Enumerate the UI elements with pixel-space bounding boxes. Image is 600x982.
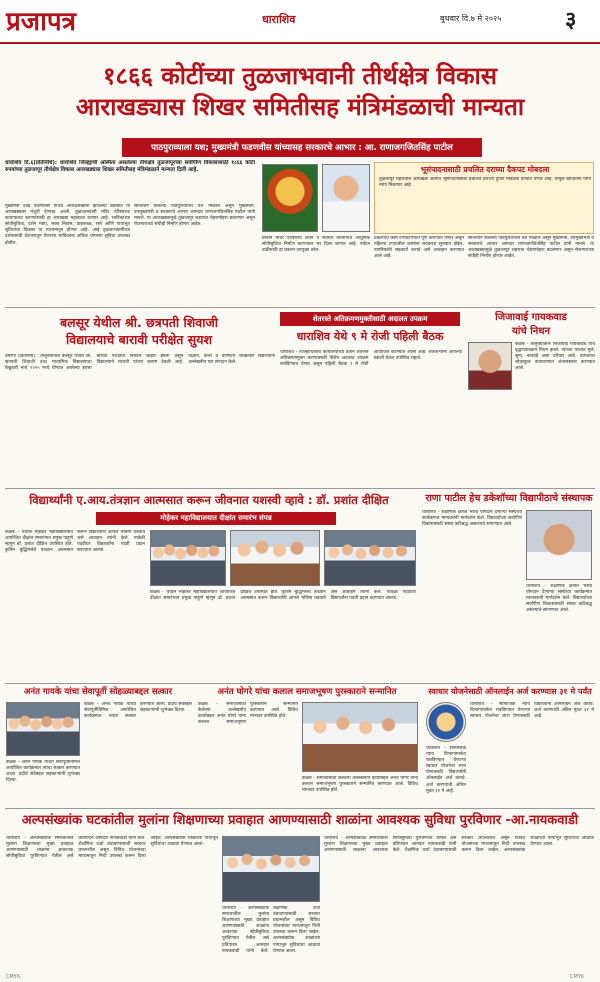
story7-body-text-2: कळंब - अनंत गायके यांच्या सेवापूर्तीनिमित्त आयोजित कार्यक्रमात त्यांचा सत्कार करण्यात आला. प्रदीर्घ सेवेबद्दल सहकाऱ्यांनी शुभेच्छा दिल्या.	[6, 760, 80, 784]
story6-body-text-2: धाराशिव - शैक्षणिक क्षेत्रात भरीव योगदान देणाऱ्या संस्थेच्या कार्यक्रमात मान्यवरांनी मार्गदर्शन केले. विद्यार्थ्यांच्या सर्वांगीण विकासासाठी संस्था कटिबद्ध असल्याचे सांगण्यात आले.	[526, 584, 592, 614]
story6-body	[422, 510, 522, 680]
lead-subhead-text: पाठपुराव्याला यश; मुख्यमंत्री फडणवीस यांच्यासह सरकारचे आभार : आ. राणाजगजितसिंह पाटील	[151, 143, 453, 153]
story9-body-2	[426, 746, 466, 804]
story3-body-text: धाराशिव - जिल्हाधिकारी कार्यालयाच्या वतीने शेतरस्ते अतिक्रमणमुक्त करण्यासाठी विशेष अदालत उपक्रम राबविण्यात येणार असून पहिली बैठक ९ मे रोजी आयोजित करण्यात आली आहे. शेतकऱ्यांनी आपल्या तक्रारी घेऊन उपस्थित राहावे.	[280, 350, 462, 368]
lead-body2-text: सातत्याने केलेल्या पाठपुराव्याला यश मिळाले असून मुख्यमंत्री, उपमुख्यमंत्री व सरकारचे आभार आमदार राणाजगजितसिंह पाटील यांनी मानले. या आराखड्यामुळे तुळजापूर शहराचा चेहरामोहरा बदलणार असून रोजगाराच्या संधीही निर्माण होणार आहेत.	[134, 204, 255, 228]
lead-body-col1	[5, 204, 130, 304]
story5-photo-1	[150, 530, 226, 586]
story4-headline-line1: जिजावाई गायकवाड	[495, 312, 567, 323]
story2-body	[5, 354, 275, 484]
story3-kicker-text: शेतरस्ते अतिक्रमणमुक्तीसाठी अदालत उपक्रम	[312, 314, 428, 323]
masthead-dateline: बुधवार दि.७ मे २०२५	[440, 14, 502, 23]
story5-body-text: कळंब - येथील मोहेकर महाविद्यालयात आयोजित दीक्षांत समारंभात प्रमुख पाहुणे म्हणून डॉ. प्रशांत दीक्षित उपस्थित होते. कृत्रिम बुद्धिमत्तेचे तंत्रज्ञान आत्मसात करून विद्यार्थ्यांनी आपले भविष्य घडवावे असे आवाहन त्यांनी केले. यावेळी पदवीधर विद्यार्थ्यांना पदवी प्रदान करण्यात आल्या.	[5, 530, 145, 554]
story10-body-right	[324, 836, 594, 972]
lead-sidebar-title: भूसंपादनासाठी प्रचलित दराच्या दैकपट मोबदला	[420, 165, 550, 174]
story3-kicker	[280, 312, 460, 326]
story10-body-text-3: धाराशिव - अल्पसंख्यांक समाजातील मुलांना शिक्षणाच्या मुख्य प्रवाहात आणण्यासाठी शाळांना आवश्यक सोयीसुविधा पुरविण्यात येतील असे प्रतिपादन आमदार नायकवाडी यांनी केले. शैक्षणिक दर्जा उंचावण्यासाठी सरकार प्रयत्नशील असून विविध योजनांच्या माध्यमातून निधी उपलब्ध करून दिला जाईल. अल्पसंख्यांक शाळांच्या पायाभूत सुविधांचा आढावा घेण्यात आला.	[324, 836, 594, 854]
lead-side-text-2: सातत्याने केलेल्या पाठपुराव्याला यश मिळाले असून मुख्यमंत्री, उपमुख्यमंत्री व सरकारचे आभार आमदार राणाजगजितसिंह पाटील यांनी मानले. या आराखड्यामुळे तुळजापूर शहराचा चेहरामोहरा बदलणार असून रोजगाराच्या संधीही निर्माण होणार आहेत.	[468, 236, 594, 260]
story8-photo	[302, 702, 418, 772]
story10-body-text-2: धाराशिव - अल्पसंख्यांक समाजातील मुलांना शिक्षणाच्या मुख्य प्रवाहात आणण्यासाठी शाळांना आवश्यक सोयीसुविधा पुरविण्यात येतील असे प्रतिपादन आमदार नायकवाडी यांनी केले. शैक्षणिक दर्जा उंचावण्यासाठी सरकार प्रयत्नशील असून विविध योजनांच्या माध्यमातून निधी उपलब्ध करून दिला जाईल. अल्पसंख्यांक शाळांच्या पायाभूत सुविधांचा आढावा घेण्यात आला.	[222, 906, 320, 954]
lead-subhead	[122, 138, 482, 157]
story9-body-text: धाराशिव - सामाजिक न्याय विभागामार्फत राबविण्यात येणाऱ्या स्वाधार योजनेचा लाभ घेण्यासाठी विद्यार्थ्यांनी ऑनलाईन अर्ज करावे. अर्ज करण्याची अंतिम मुदत ३१ मे आहे.	[470, 702, 594, 720]
story5-body-left	[5, 530, 145, 680]
story10-body-mid	[222, 906, 320, 972]
lead-body-col5	[468, 236, 594, 304]
masthead-logo: प्रजापत्र	[6, 7, 76, 37]
story8-body-2	[302, 776, 418, 804]
lead-body-col4	[374, 236, 464, 304]
divider-1	[5, 307, 595, 308]
story2-body-text: उमरगा (प्रतिनिधि) : तालुक्यातील बलसूर येथील श्री. छत्रपती शिवाजी उच्च माध्यमिक विद्यालयाचा फेब्रुवारी मार्च २०२५ मध्ये घेण्यात आलेल्या इयत्ता बारावी परीक्षेचा निकाल जाहीर झाला असून विद्यालयाने यशाची परंपरा कायम ठेवली आहे. विज्ञान, कला व वाणिज्य शाखेतील विद्यार्थ्यांनी उल्लेखनीय यश संपादन केले.	[5, 354, 275, 372]
story8-headline: अनंत घोगरे यांचा कलाल समाजभूषण पुरस्काराने सन्मानित	[217, 687, 397, 697]
story10-body-left	[6, 836, 218, 972]
story9-body-text-2: धाराशिव - सामाजिक न्याय विभागामार्फत राबविण्यात येणाऱ्या स्वाधार योजनेचा लाभ घेण्यासाठी विद्यार्थ्यांनी ऑनलाईन अर्ज करावे. अर्ज करण्याची अंतिम मुदत ३१ मे आहे.	[426, 746, 466, 794]
story6-body-text: धाराशिव - शैक्षणिक क्षेत्रात भरीव योगदान देणाऱ्या संस्थेच्या कार्यक्रमात मान्यवरांनी मार्गदर्शन केले. विद्यार्थ्यांच्या सर्वांगीण विकासासाठी संस्था कटिबद्ध असल्याचे सांगण्यात आले.	[422, 510, 522, 528]
story7-body-2	[6, 760, 80, 804]
footer-color-mark-right: CMYK	[570, 974, 585, 980]
story4-headline-line2: यांचे निधन	[511, 326, 551, 337]
story8-body-text: कळंब - समाजासाठी केलेल्या उल्लेखनीय कार्याबद्दल अनंत घोगरे यांना कलाल समाजभूषण पुरस्काराने सन्मानित करण्यात आले. विविध मान्यवर उपस्थित होते.	[198, 702, 298, 726]
story2-headline-line2: विद्यालयाचे बारावी परीक्षेत सुयश	[66, 332, 212, 347]
story8-body-text-2: कळंब - समाजासाठी केलेल्या उल्लेखनीय कार्याबद्दल अनंत घोगरे यांना कलाल समाजभूषण पुरस्काराने सन्मानित करण्यात आले. विविध मान्यवर उपस्थित होते.	[302, 776, 418, 794]
story9-logo	[426, 702, 466, 742]
story6-photo	[526, 510, 592, 580]
story5-photo-3	[324, 530, 416, 586]
divider-3	[5, 683, 595, 684]
lead-intro	[5, 160, 255, 200]
story5-subhead	[96, 512, 336, 525]
story5-headline: विद्यार्थ्यांनी ए.आय.तंत्रज्ञान आत्मसात करून जीवनात यशस्वी व्हावे : डॉ. प्रशांत दीक्षित	[29, 493, 389, 507]
lead-headline-line1: १८६६ कोटींच्या तुळजाभवानी तीर्थक्षेत्र विकास	[103, 62, 497, 90]
story4-photo	[468, 342, 512, 390]
story7-photo	[6, 702, 80, 756]
story2-headline-line1: बलसूर येथील श्री. छत्रपती शिवाजी	[60, 315, 218, 330]
lead-photo-leader	[322, 164, 370, 232]
story5-subhead-text: मोहेकर महाविद्यालयात दीक्षांत समारंभ संपन्न	[160, 514, 272, 522]
divider-2	[5, 488, 595, 489]
lead-body-col3	[262, 236, 370, 304]
story8-body	[198, 702, 298, 804]
story4-body	[515, 342, 595, 484]
story10-photo	[222, 836, 320, 902]
footer-color-mark-left: CMYK	[6, 974, 21, 980]
story9-body	[470, 702, 594, 804]
story10-headline: अल्पसंख्यांक घटकांतील मुलांना शिक्षणाच्या प्रवाहात आणण्यासाठी शाळांना आवश्यक सुविधा पुरविणार -आ.नायकवाडी	[21, 813, 579, 828]
lead-body-text: मुख्यमंत्री देवेंद्र फडणवीस यांच्या अध्यक्षतेखाली झालेल्या बैठकीत या आराखड्यास मंजुरी देण्यात आली. तुळजाभवानी मंदिर परिसराचा कायापालट करण्यासाठी हा आराखडा महत्वाचा ठरणार आहे. भाविकांच्या सोयीसुविधा, दर्शन मंडप, भक्त निवास, वाहनतळ, रस्ते आणि पायाभूत सुविधांचा विकास या माध्यमातून होणार आहे. आई तुळजाभवानीच्या दर्शनासाठी देशभरातून येणाऱ्या भाविकांना अधिक चांगल्या सुविधा उपलब्ध होतील.	[5, 204, 130, 246]
story7-body-text: कळंब - अनंत गायके यांच्या सेवापूर्तीनिमित्त आयोजित कार्यक्रमात त्यांचा सत्कार करण्यात आला. प्रदीर्घ सेवेबद्दल सहकाऱ्यांनी शुभेच्छा दिल्या.	[84, 702, 192, 720]
story5-photo-2	[230, 530, 320, 586]
story3-headline: धाराशिव येथे ९ मे रोजी पहिली बैठक	[296, 330, 444, 343]
story4-body-text: कळंब - तालुक्यातील जिजावाई गायकवाड यांचे वृद्धापकाळाने निधन झाले. त्यांच्या पश्चात मुले, सुना, नातवंडे असा परिवार आहे. त्यांच्यावर शोकाकुल वातावरणात अंत्यसंस्कार करण्यात आले.	[515, 342, 595, 372]
story7-headline: अनंत गायके यांचा सेवापूर्ती सोहळ्याबद्दल सत्कार	[23, 687, 173, 697]
story7-body	[84, 702, 192, 804]
divider-4	[5, 808, 595, 809]
lead-body3-text: प्राचीन मंदिर परिसराचे जतन व संवर्धन करतानाच आधुनिक सोयीसुविधा निर्माण करण्यावर भर दिला जाणार आहे. पर्यटन वाढीसाठी हा प्रकल्प उपयुक्त ठरेल.	[262, 236, 370, 254]
story10-body-text: धाराशिव - अल्पसंख्यांक समाजातील मुलांना शिक्षणाच्या मुख्य प्रवाहात आणण्यासाठी शाळांना आवश्यक सोयीसुविधा पुरविण्यात येतील असे प्रतिपादन आमदार नायकवाडी यांनी केले. शैक्षणिक दर्जा उंचावण्यासाठी सरकार प्रयत्नशील असून विविध योजनांच्या माध्यमातून निधी उपलब्ध करून दिला जाईल. अल्पसंख्यांक शाळांच्या पायाभूत सुविधांचा आढावा घेण्यात आला.	[6, 836, 218, 860]
lead-sidebar-text: तुळजापूर शहरातील आराखडा अंतर्गत भूसंपादनासाठी प्रचलित दराच्या दुप्पट मोबदला देण्यात येणार आहे. यामुळे बाधितांना योग्य न्याय मिळणार आहे.	[379, 177, 591, 189]
story5-body-text-2: कळंब - येथील मोहेकर महाविद्यालयात आयोजित दीक्षांत समारंभात प्रमुख पाहुणे म्हणून डॉ. प्रशांत दीक्षित उपस्थित होते. कृत्रिम बुद्धिमत्तेचे तंत्रज्ञान आत्मसात करून विद्यार्थ्यांनी आपले भविष्य घडवावे असे आवाहन त्यांनी केले. यावेळी पदवीधर विद्यार्थ्यांना पदवी प्रदान करण्यात आल्या.	[150, 590, 416, 602]
lead-side-text: प्रकल्पाचे काम टप्प्याटप्प्याने पूर्ण करण्यात येणार असून पहिल्या टप्प्यातील कामांना लवकरच सुरुवात होईल. नागरिकांनी सहकार्य करावे असे आवाहन करण्यात आले आहे.	[374, 236, 464, 260]
story3-body	[280, 350, 462, 484]
lead-headline-line2: आराखड्यास शिखर समितीसह मंत्रिमंडळाची मान्यता	[75, 93, 525, 121]
masthead	[0, 0, 600, 44]
lead-photo-shrine	[262, 164, 318, 232]
masthead-edition: धाराशिव	[262, 13, 296, 26]
lead-body-col2	[134, 204, 255, 304]
story5-body-right	[150, 590, 416, 680]
lead-sidebar-box	[374, 162, 594, 234]
story6-headline: राणा पाटील हेच डकेशॉच्या विद्यापीठाचे संस्थापक	[425, 493, 593, 504]
page-number: ३	[565, 8, 577, 33]
story6-body-2	[526, 584, 592, 680]
lead-intro-text: धाराशिव दि.६(प्रतिनिधि): धाराशिव जिल्ह्याची अस्मिता असलेल्या तीर्थक्षेत्र तुळजापूरच्या सर्वांगीण विकासासाठी १८६६ कोटी रुपयांच्या तुळजापूर तीर्थक्षेत्र विकास आराखड्यास शिखर समितीसह मंत्रिमंडळाने मान्यता दिली आहे.	[5, 160, 255, 173]
story9-headline: स्वाधार योजनेसाठी ऑनलाईन अर्ज करण्यास ३१ मे पर्यंत	[428, 687, 592, 696]
